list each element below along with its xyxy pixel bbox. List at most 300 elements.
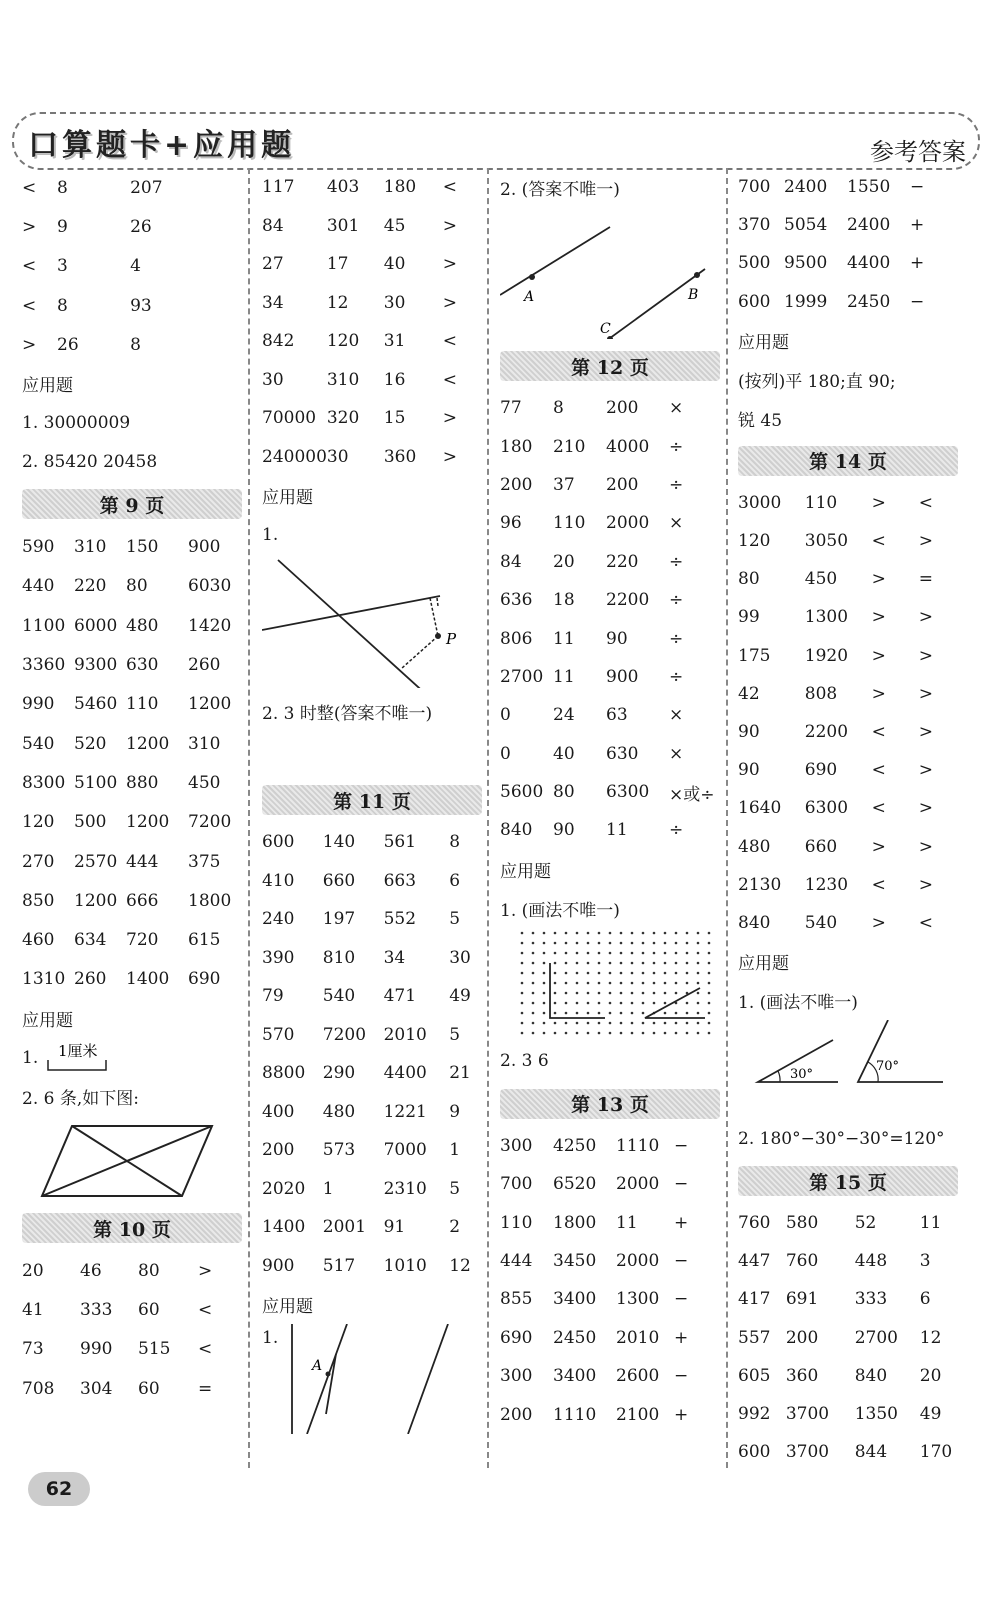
answer-cell: 220 (606, 551, 639, 572)
grid-dot (653, 991, 656, 994)
answer-cell: 30 (262, 369, 284, 390)
grid-dot (587, 931, 590, 934)
application-answer-line: (按列)平 180;直 90; (738, 371, 896, 392)
answer-cell: 760 (785, 1251, 819, 1272)
answer-cell: 30 (383, 292, 406, 313)
answer-cell: ÷ (669, 820, 684, 841)
answer-row (262, 1054, 482, 1093)
answer-cell: 8 (57, 177, 68, 198)
answer-rows-p11 (262, 823, 482, 1285)
answer-cell: ×或÷ (669, 784, 715, 805)
answer-cell: 200 (606, 398, 639, 419)
line-segment (408, 1324, 448, 1434)
answer-row (262, 1016, 482, 1055)
answer-cell: 700 (738, 177, 771, 198)
answer-cell: 52 (854, 1213, 877, 1234)
answer-cell: 42 (738, 683, 760, 704)
answer-cell: × (669, 513, 684, 534)
grid-dot (664, 931, 667, 934)
grid-dot (697, 981, 700, 984)
grid-dot (521, 991, 524, 994)
answer-cell: 540 (22, 733, 55, 754)
answer-row (262, 245, 482, 284)
answer-cell: + (674, 1212, 689, 1233)
grid-dot (543, 931, 546, 934)
answer-row (22, 842, 242, 881)
answer-cell: 900 (606, 666, 639, 687)
answer-cell: 1200 (74, 890, 118, 911)
grid-dot (653, 941, 656, 944)
page-9-banner: 第 9 页 (22, 489, 242, 519)
answer-cell: 26 (57, 334, 79, 355)
grid-dot (675, 1031, 678, 1034)
answer-cell: < (198, 1339, 213, 1360)
answer-cell: > (871, 569, 886, 590)
grid-dot (532, 971, 535, 974)
answer-cell: 49 (449, 986, 471, 1007)
answer-cell: 370 (738, 215, 771, 236)
answer-cell: < (22, 177, 37, 198)
grid-dot (642, 961, 645, 964)
answer-cell: 900 (262, 1255, 295, 1276)
answer-cell: < (442, 331, 457, 352)
grid-dot (532, 1011, 535, 1014)
answer-cell: 37 (553, 474, 575, 495)
answer-cell: 500 (74, 812, 107, 833)
application-answer-2: 2. (答案不唯一) (500, 180, 620, 200)
grid-dot (532, 961, 535, 964)
answer-cell: > (22, 216, 37, 237)
answer-cell: 630 (606, 743, 639, 764)
answer-row (738, 1395, 958, 1433)
answer-cell: 417 (738, 1289, 771, 1310)
grid-dot (653, 981, 656, 984)
grid-dot (686, 951, 689, 954)
answer-cell: ÷ (669, 474, 684, 495)
answer-cell: 3360 (22, 655, 66, 676)
answer-cell: 46 (80, 1260, 102, 1281)
grid-dot (620, 1031, 623, 1034)
grid-dot (587, 951, 590, 954)
answer-row (738, 1357, 958, 1395)
answer-row (22, 325, 242, 364)
answer-row (738, 598, 958, 636)
answer-cell: > (442, 292, 457, 313)
page-11-banner: 第 11 页 (262, 785, 482, 815)
grid-dot (543, 1011, 546, 1014)
point-c-label: C (600, 321, 611, 337)
answer-cell: 6300 (804, 798, 849, 819)
answer-cell: 517 (322, 1255, 356, 1276)
answer-cell: 110 (804, 492, 838, 513)
answer-row (738, 1204, 958, 1242)
perpendicular-diagram (262, 538, 482, 688)
answer-cell: 11 (553, 666, 575, 687)
answer-row (262, 939, 482, 978)
answer-cell: − (910, 177, 925, 198)
answer-cell: < (198, 1299, 213, 1320)
answer-cell: 30 (449, 947, 471, 968)
answer-cell: 70000 (262, 408, 317, 429)
application-label: 应用题 (738, 332, 789, 353)
answer-cell: 310 (188, 733, 221, 754)
answer-cell: 63 (606, 705, 628, 726)
answer-cell: 663 (383, 870, 417, 891)
ruler-label: 1厘米 (58, 1041, 98, 1060)
answer-cell: ÷ (669, 628, 684, 649)
grid-dot (576, 971, 579, 974)
answer-cell: 3400 (553, 1366, 597, 1387)
answer-cell: 2700 (854, 1327, 898, 1348)
application-label: 应用题 (738, 954, 789, 974)
answer-cell: 2700 (500, 666, 544, 687)
answer-cell: 3 (57, 256, 68, 277)
grid-dot (565, 931, 568, 934)
answer-cell: 8 (130, 334, 141, 355)
grid-dot (565, 971, 568, 974)
answer-row (738, 1319, 958, 1357)
answer-cell: = (918, 569, 933, 590)
answer-cell: 842 (262, 331, 295, 352)
answer-cell: 300 (500, 1366, 533, 1387)
application-answer-1: 1. (262, 524, 279, 545)
grid-dot (609, 1021, 612, 1024)
grid-dot (565, 1011, 568, 1014)
answer-row (738, 206, 958, 244)
answer-cell: 20 (919, 1365, 942, 1386)
answer-cell: 450 (188, 772, 221, 793)
grid-dot (686, 1001, 689, 1004)
answer-cell: 855 (500, 1289, 533, 1310)
answer-cell: 0 (500, 743, 511, 764)
answer-cell: 1420 (188, 615, 232, 636)
answer-cell: 3 (919, 1251, 931, 1272)
answer-cell: 24 (553, 705, 575, 726)
answer-cell: 30 (326, 446, 349, 467)
grid-dot (532, 1031, 535, 1034)
answer-row (738, 637, 958, 675)
answer-cell: 2450 (847, 291, 891, 312)
page-14-banner: 第 14 页 (738, 446, 958, 476)
grid-dot (642, 951, 645, 954)
page-12-banner: 第 12 页 (500, 351, 720, 381)
grid-dot (554, 1031, 557, 1034)
grid-dot (543, 951, 546, 954)
grid-dot (576, 1011, 579, 1014)
line-segment (326, 1354, 336, 1414)
answer-cell: 690 (804, 760, 838, 781)
grid-dot (708, 941, 711, 944)
grid-dot (587, 981, 590, 984)
answer-cell: < (871, 798, 886, 819)
grid-dot (708, 1031, 711, 1034)
grid-dot (576, 991, 579, 994)
answer-cell: 1200 (126, 733, 170, 754)
grid-dot (565, 991, 568, 994)
grid-dot (598, 1001, 601, 1004)
grid-dot (631, 941, 634, 944)
answer-cell: 79 (262, 986, 284, 1007)
grid-dot (708, 971, 711, 974)
answer-cell: 180 (500, 436, 533, 457)
answer-row (500, 811, 720, 849)
grid-dot (543, 971, 546, 974)
answer-row (262, 823, 482, 862)
answer-cell: 410 (262, 870, 295, 891)
answer-cell: 840 (738, 912, 771, 933)
grid-dot (543, 1031, 546, 1034)
answer-cell: > (918, 645, 933, 666)
answer-cell: 1100 (22, 615, 66, 636)
answer-cell: 117 (262, 177, 295, 198)
answer-cell: > (918, 874, 933, 895)
answer-cell: 200 (785, 1327, 819, 1348)
answer-cell: > (871, 683, 886, 704)
grid-dot (664, 971, 667, 974)
answer-cell: 77 (500, 398, 522, 419)
answer-cell: 6300 (606, 782, 650, 803)
answer-row (500, 1319, 720, 1357)
answer-cell: 80 (126, 576, 148, 597)
answer-cell: 290 (322, 1063, 356, 1084)
answer-row (22, 1330, 242, 1369)
parallel-lines-diagram (262, 1324, 482, 1434)
answer-row (22, 168, 242, 207)
answer-cell: 5100 (74, 772, 118, 793)
grid-dot (642, 991, 645, 994)
grid-dot (554, 1001, 557, 1004)
angle-30-label: 30° (790, 1067, 814, 1082)
answer-cell: 708 (22, 1378, 55, 1399)
answer-row (500, 658, 720, 696)
answer-row (22, 1369, 242, 1408)
application-answer-1: 1. 30000009 (22, 412, 131, 433)
answer-cell: 557 (738, 1327, 771, 1348)
answer-rows-p13 (500, 1127, 720, 1434)
grid-dot (664, 941, 667, 944)
grid-dot (697, 1031, 700, 1034)
column-divider (487, 168, 489, 1468)
page-10-banner: 第 10 页 (22, 1213, 242, 1243)
grid-dot (631, 1001, 634, 1004)
answer-cell: 403 (326, 177, 360, 198)
answer-cell: 301 (326, 215, 360, 236)
answer-cell: 200 (500, 474, 533, 495)
answer-cell: 90 (738, 760, 760, 781)
answer-rows-p10 (22, 1251, 242, 1408)
page-13-banner: 第 13 页 (500, 1089, 720, 1119)
answer-row (262, 1131, 482, 1170)
answer-row (738, 244, 958, 282)
column-4 (738, 168, 958, 1465)
answer-cell: 12 (326, 292, 349, 313)
answer-cell: 11 (616, 1212, 638, 1233)
dot-grid-diagram (500, 928, 720, 1038)
answer-cell: 990 (80, 1339, 113, 1360)
answer-cell: 9 (449, 1101, 461, 1122)
column-divider (248, 168, 250, 1468)
answer-cell: 207 (130, 177, 163, 198)
grid-dot (576, 951, 579, 954)
answer-cell: 6520 (553, 1174, 597, 1195)
answer-cell: 3050 (804, 531, 849, 552)
answer-cell: 11 (919, 1213, 942, 1234)
answer-cell: 615 (188, 930, 221, 951)
grid-dot (664, 1031, 667, 1034)
answer-row (500, 504, 720, 542)
answer-row (500, 1280, 720, 1318)
answer-cell: 840 (500, 820, 533, 841)
grid-dot (521, 951, 524, 954)
answer-cell: 5 (449, 909, 461, 930)
answer-cell: > (871, 912, 886, 933)
answer-cell: < (442, 369, 457, 390)
grid-dot (532, 991, 535, 994)
answer-row (22, 207, 242, 246)
answer-cell: 11 (553, 628, 575, 649)
perpendicular-dashed (402, 636, 438, 668)
answer-cell: 41 (22, 1299, 44, 1320)
answer-cell: 630 (126, 655, 159, 676)
grid-dot (653, 1001, 656, 1004)
grid-dot (631, 1031, 634, 1034)
grid-dot (554, 951, 557, 954)
answer-cell: 45 (383, 215, 406, 236)
answer-cell: × (669, 398, 684, 419)
parallel-lines-svg (262, 1324, 482, 1434)
answer-rows-p14 (738, 484, 958, 942)
answer-cell: > (871, 607, 886, 628)
line-segment (307, 1324, 347, 1434)
answer-row (738, 827, 958, 865)
answer-rows-p8 (22, 168, 242, 364)
application-answer-1: 1. (画法不唯一) (738, 993, 858, 1013)
ruler-line (48, 1060, 106, 1070)
answer-cell: 26 (130, 216, 152, 237)
answer-row (500, 696, 720, 734)
grid-dot (620, 1011, 623, 1014)
answer-cell: × (669, 743, 684, 764)
answer-cell: 2 (449, 1217, 461, 1238)
grid-dot (576, 961, 579, 964)
grid-dot (708, 1011, 711, 1014)
answer-row (500, 389, 720, 427)
answer-cell: 900 (188, 537, 221, 558)
answer-cell: 21 (449, 1063, 471, 1084)
answer-cell: 150 (126, 537, 159, 558)
answer-row (500, 773, 720, 811)
answer-cell: + (910, 253, 925, 274)
grid-dot (598, 961, 601, 964)
answer-row (738, 751, 958, 789)
answer-cell: 2000 (606, 513, 650, 534)
answer-cell: 73 (22, 1339, 44, 1360)
answer-cell: 1800 (553, 1212, 597, 1233)
grid-dot (521, 981, 524, 984)
answer-cell: 1 (322, 1178, 334, 1199)
answer-cell: ÷ (669, 436, 684, 457)
answer-cell: 2400 (847, 215, 891, 236)
grid-dot (697, 971, 700, 974)
answer-row (22, 645, 242, 684)
grid-dot (565, 1021, 568, 1024)
grid-dot (642, 941, 645, 944)
answer-cell: 200 (606, 474, 639, 495)
grid-dot (664, 991, 667, 994)
grid-dot (554, 1011, 557, 1014)
answer-row (500, 1165, 720, 1203)
answer-cell: 540 (804, 912, 838, 933)
grid-dot (653, 951, 656, 954)
answer-cell: 700 (500, 1174, 533, 1195)
grid-dot (620, 941, 623, 944)
answer-rows-p10b (262, 168, 482, 476)
answer-cell: 6 (919, 1289, 931, 1310)
grid-dot (686, 941, 689, 944)
grid-dot (686, 1021, 689, 1024)
answer-row (738, 904, 958, 942)
answer-cell: 660 (804, 836, 838, 857)
answer-row (262, 207, 482, 246)
grid-dot (653, 971, 656, 974)
answer-cell: 580 (785, 1213, 819, 1234)
answer-cell: 60 (138, 1299, 160, 1320)
answer-cell: 1400 (126, 969, 170, 990)
answer-cell: 260 (74, 969, 107, 990)
answer-row (500, 466, 720, 504)
answer-cell: 5 (449, 1024, 461, 1045)
column-3 (500, 168, 720, 1465)
answer-cell: 660 (322, 870, 356, 891)
grid-dot (609, 971, 612, 974)
answer-cell: 1640 (738, 798, 782, 819)
grid-dot (598, 1011, 601, 1014)
line-segment (500, 227, 610, 295)
answer-cell: 1400 (262, 1217, 306, 1238)
grid-dot (620, 971, 623, 974)
answer-cell: 270 (22, 851, 55, 872)
answer-number: 1. (262, 1328, 279, 1348)
answer-row (22, 1251, 242, 1290)
answer-cell: 0 (500, 705, 511, 726)
grid-dot (642, 1021, 645, 1024)
answer-cell: 2400 (784, 177, 828, 198)
grid-dot (686, 961, 689, 964)
grid-dot (664, 951, 667, 954)
answer-cell: 480 (322, 1101, 356, 1122)
answer-cell: 2310 (383, 1178, 427, 1199)
answer-cell: 691 (785, 1289, 819, 1310)
answer-cell: 375 (188, 851, 221, 872)
grid-dot (631, 951, 634, 954)
answer-cell: 444 (500, 1251, 533, 1272)
grid-dot (587, 1011, 590, 1014)
grid-dot (664, 1021, 667, 1024)
grid-dot (587, 941, 590, 944)
perpendicular-dashed (430, 598, 438, 636)
answer-cell: 1550 (847, 177, 891, 198)
answer-row (262, 1247, 482, 1286)
point-a (326, 1372, 331, 1377)
application-answer-2: 2. 6 条,如下图: (22, 1089, 139, 1110)
answer-cell: 540 (322, 986, 356, 1007)
answer-cell: 2000 (616, 1251, 660, 1272)
grid-dot (587, 991, 590, 994)
grid-dot (653, 1031, 656, 1034)
answer-row (738, 789, 958, 827)
grid-dot (664, 1001, 667, 1004)
answer-row (22, 881, 242, 920)
